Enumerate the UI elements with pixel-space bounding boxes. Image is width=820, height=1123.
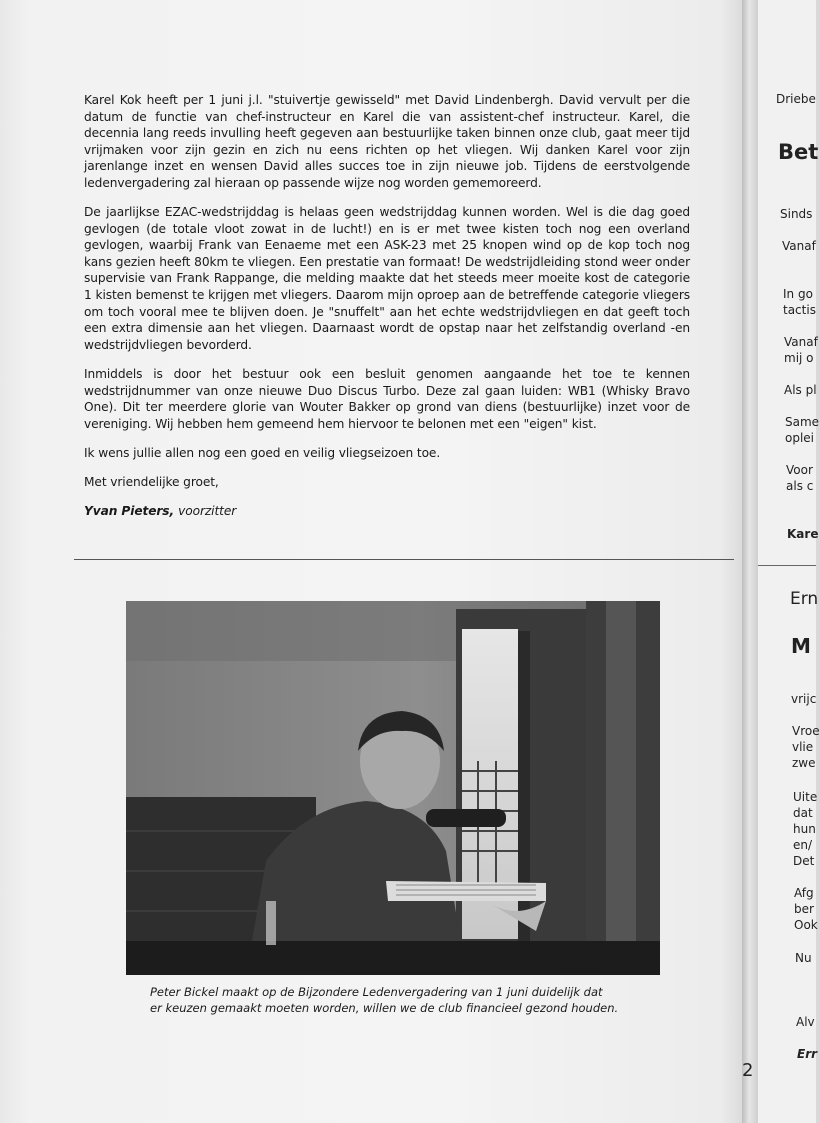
- article-body: [84, 92, 690, 520]
- signature-role: voorzitter: [178, 503, 237, 518]
- right-fragment: Voor: [786, 463, 813, 477]
- paragraph-contest-number: Inmiddels is door het bestuur ook een besluit genomen aangaande het toe te kennen wedstrijdnummer van onze nieuwe Duo Discus Turbo. Deze zal gaan luiden: WB1 (Whisky Bravo One). Dit ter meerdere glorie van Wouter Bakker op grond van diens (bestuurlijke) inzet voor de vereniging. Wij hebben hem gemeend hem hiervoor te belonen met een "eigen" kist.: [84, 366, 690, 431]
- right-fragment: Ook: [794, 918, 818, 932]
- right-fragment: Bet: [778, 140, 819, 164]
- right-fragment: vlie: [792, 740, 814, 754]
- right-fragment: dat: [793, 806, 813, 820]
- signature-name: Yvan Pieters,: [84, 503, 174, 518]
- caption-line-2: er keuzen gemaakt moeten worden, willen we de club financieel gezond houden.: [150, 1000, 619, 1015]
- right-fragment: Same: [785, 415, 820, 429]
- right-fragment: In go: [783, 287, 813, 301]
- right-fragment: tactis: [783, 303, 816, 317]
- right-fragment: oplei: [785, 431, 815, 445]
- right-fragment: zwe: [792, 756, 816, 770]
- right-fragment: en/: [793, 838, 813, 852]
- caption-line-1: Peter Bickel maakt op de Bijzondere Ledenvergadering van 1 juni duidelijk dat: [150, 985, 603, 999]
- right-fragment: Driebe: [776, 92, 816, 106]
- right-fragment: Ern: [790, 589, 819, 609]
- right-fragment: Vanaf: [784, 335, 818, 349]
- right-fragment: vrijc: [791, 692, 817, 706]
- right-fragment: Nu: [795, 951, 812, 965]
- signature: [84, 503, 690, 520]
- paragraph-board-change: Karel Kok heeft per 1 juni j.l. "stuivertje gewisseld" met David Lindenbergh. David vervult per die datum de functie van chef-instructeur en Karel die van assistent-chef instructeur. Karel, die decennia lang reeds invulling heeft gegeven aan bestuurlijke taken binnen onze club, gaat meer tijd vrijmaken voor zijn gezin en zich nu eens richten op het vliegen. Wij danken Karel voor zijn jarenlange inzet en wensen David alles succes toe in zijn nieuwe job. Tijdens de eerstvolgende ledenvergadering zal hieraan op passende wijze nog worden gememoreerd.: [84, 93, 690, 190]
- right-page: [758, 0, 820, 1123]
- meeting-photo-image: [126, 601, 660, 975]
- right-divider: [758, 565, 816, 566]
- paragraph-greeting: Met vriendelijke groet,: [84, 474, 219, 489]
- right-fragment: M: [791, 634, 811, 658]
- right-fragment: Kare: [787, 527, 819, 541]
- photo-caption: [150, 985, 650, 1016]
- meeting-photo: [126, 601, 660, 975]
- right-fragment: Uite: [793, 790, 818, 804]
- right-fragment: ber: [794, 902, 814, 916]
- section-divider: [74, 559, 734, 560]
- right-fragment: Als pl: [784, 383, 817, 397]
- paragraph-competition-day: De jaarlijkse EZAC-wedstrijddag is helaas geen wedstrijddag kunnen worden. Wel is die dag goed gevlogen (de totale vloot zowat in de lucht!) en is er met twee kisten toch nog een overland gevlogen, waarbij Frank van Eenaeme met een ASK-23 met 25 knopen wind op de kop toch nog kans gezien heeft 80km te vliegen. Een prestatie van formaat! De wedstrijdleiding stond weer onder supervisie van Frank Rappange, die melding maakte dat het steeds meer moeite kost de categorie 1 kisten bemenst te krijgen met vliegers. Daarom mijn oproep aan de betreffende categorie vliegers om toch vooral mee te blijven doen. Je "snuffelt" aan het echte wedstrijdvliegen en dat geeft toch een extra dimensie aan het vliegen. Daarnaast wordt de opstap naar het zelfstandig overland -en wedstrijdvliegen bevorderd.: [84, 205, 690, 352]
- page-gutter: [742, 0, 758, 1123]
- right-fragment: hun: [793, 822, 816, 836]
- right-fragment: Alv: [796, 1015, 815, 1029]
- right-fragment: Vroe: [792, 724, 820, 738]
- right-fragment: Det: [793, 854, 815, 868]
- page-number: 2: [742, 1060, 754, 1081]
- right-fragment: als c: [786, 479, 814, 493]
- right-fragment: Err: [797, 1047, 818, 1061]
- paragraph-wishes: Ik wens jullie allen nog een goed en veilig vliegseizoen toe.: [84, 445, 441, 460]
- right-fragment: Afg: [794, 886, 814, 900]
- right-fragment: Vanaf: [782, 239, 816, 253]
- right-fragment: mij o: [784, 351, 814, 365]
- right-fragment: Sinds: [780, 207, 813, 221]
